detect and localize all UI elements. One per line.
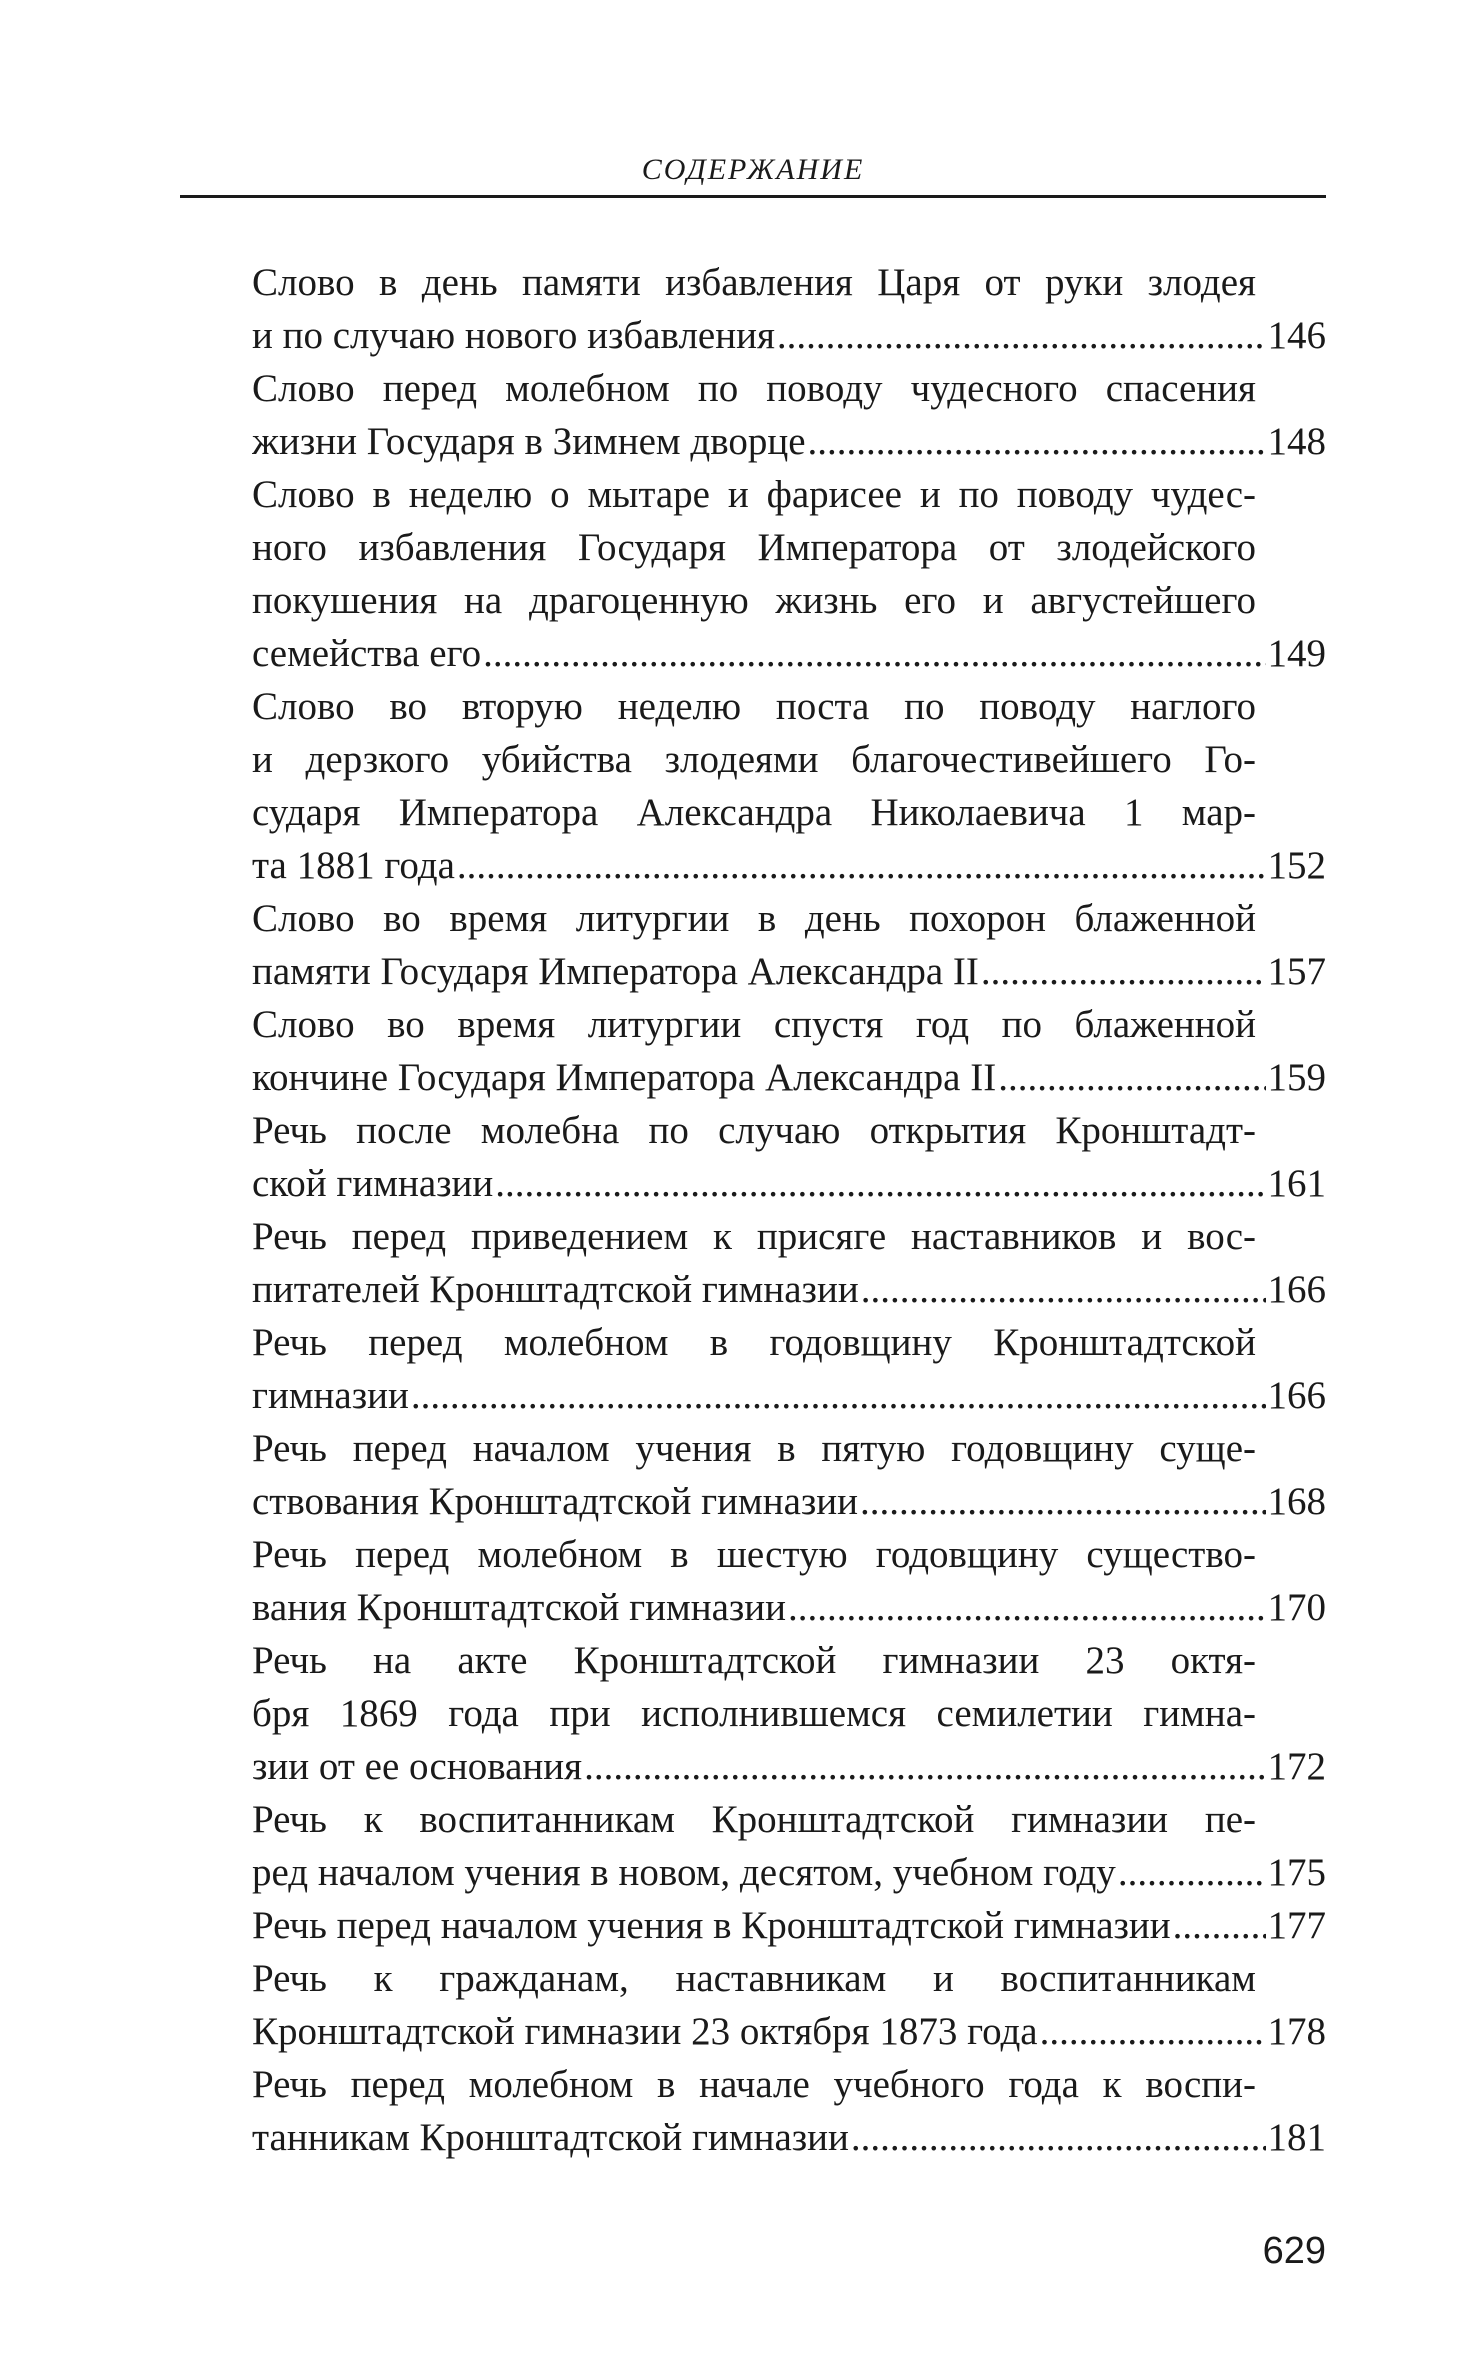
toc-entry-line: Речь перед молебном в начале учебного года к воспи- [252, 2063, 1256, 2106]
toc-entry-line: Слово в день памяти избавления Царя от руки злодея [252, 261, 1256, 304]
toc-entry [252, 1316, 1326, 1422]
toc-entry [252, 2058, 1326, 2164]
toc-entry-last-line [252, 945, 1326, 998]
toc-page-ref: 172 [1267, 1745, 1326, 1788]
toc-page-ref: 148 [1267, 420, 1326, 463]
toc-entry-text: та 1881 года [252, 844, 455, 887]
toc-entry-last-line [252, 415, 1326, 468]
header-rule [180, 195, 1326, 198]
toc-entry [252, 362, 1326, 468]
toc-entry-line: Речь перед молебном в шестую годовщину существо- [252, 1533, 1256, 1576]
toc-entry-line: Речь на акте Кронштадтской гимназии 23 октя- [252, 1639, 1256, 1682]
toc-entry-line: бря 1869 года при исполнившемся семилетии гимна- [252, 1692, 1256, 1735]
dot-leader [457, 839, 1266, 892]
toc-entry-line: покушения на драгоценную жизнь его и августейшего [252, 579, 1256, 622]
toc-entry-text: и по случаю нового избавления [252, 314, 775, 357]
toc-page-ref: 166 [1267, 1268, 1326, 1311]
toc-entry [252, 1634, 1326, 1793]
toc-entry-last-line [252, 309, 1326, 362]
dot-leader [777, 309, 1266, 362]
toc-page-ref: 168 [1267, 1480, 1326, 1523]
toc-entry-line: Слово во время литургии в день похорон блаженной [252, 897, 1256, 940]
toc-entry-line: сударя Императора Александра Николаевича 1 мар- [252, 791, 1256, 834]
toc-entry-line: Речь перед началом учения в пятую годовщину суще- [252, 1427, 1256, 1470]
dot-leader [1173, 1899, 1266, 1952]
toc-entry-text: ской гимназии [252, 1162, 494, 1205]
dot-leader [851, 2111, 1266, 2164]
toc-entry-last-line [252, 2111, 1326, 2164]
toc-entry-last-line [252, 839, 1326, 892]
toc-page-ref: 159 [1267, 1056, 1326, 1099]
toc-entry-text: кончине Государя Императора Александра II [252, 1056, 997, 1099]
toc-entry [252, 1899, 1326, 1952]
dot-leader [584, 1740, 1265, 1793]
toc-entry-text: семейства его [252, 632, 482, 675]
toc-entry [252, 1210, 1326, 1316]
toc-entry-text: питателей Кронштадтской гимназии [252, 1268, 859, 1311]
toc-entry-text: вания Кронштадтской гимназии [252, 1586, 787, 1629]
toc-entry-text: танникам Кронштадтской гимназии [252, 2116, 849, 2159]
toc-entry-line: Речь перед приведением к присяге наставников и вос- [252, 1215, 1256, 1258]
toc-entry-last-line [252, 1051, 1326, 1104]
toc-entry [252, 680, 1326, 892]
toc-entry-line: Речь к гражданам, наставникам и воспитанникам [252, 1957, 1256, 2000]
toc-entry [252, 256, 1326, 362]
dot-leader [981, 945, 1266, 998]
toc-entry-text: Речь перед началом учения в Кронштадтской гимназии [252, 1904, 1171, 1947]
dot-leader [1040, 2005, 1266, 2058]
toc-entry-last-line [252, 1369, 1326, 1422]
toc-entry-text: Кронштадтской гимназии 23 октября 1873 года [252, 2010, 1038, 2053]
toc-entry-last-line [252, 2005, 1326, 2058]
dot-leader [860, 1475, 1265, 1528]
toc-page-ref: 149 [1267, 632, 1326, 675]
toc-entry-text: гимназии [252, 1374, 409, 1417]
dot-leader [808, 415, 1266, 468]
toc-entry-text: памяти Государя Императора Александра II [252, 950, 979, 993]
toc-entry-line: Речь к воспитанникам Кронштадтской гимназии пе- [252, 1798, 1256, 1841]
toc-entry-line: Слово во время литургии спустя год по блаженной [252, 1003, 1256, 1046]
dot-leader [861, 1263, 1266, 1316]
toc-entry-last-line [252, 1740, 1326, 1793]
toc-entry-last-line [252, 1475, 1326, 1528]
toc-entry [252, 468, 1326, 680]
toc-entry [252, 1793, 1326, 1899]
dot-leader [1118, 1846, 1266, 1899]
page-number: 629 [1262, 2230, 1326, 2272]
toc-entry-last-line [252, 627, 1326, 680]
toc-entry [252, 1422, 1326, 1528]
toc-entry-text: зии от ее основания [252, 1745, 583, 1788]
dot-leader [411, 1369, 1266, 1422]
running-header: СОДЕРЖАНИЕ [641, 153, 865, 186]
toc-entry-last-line [252, 1581, 1326, 1634]
toc-entry [252, 1104, 1326, 1210]
toc-entry-line: Слово во вторую неделю поста по поводу наглого [252, 685, 1256, 728]
toc-entry [252, 892, 1326, 998]
toc-entry [252, 998, 1326, 1104]
toc-page-ref: 178 [1267, 2010, 1326, 2053]
toc-page-ref: 170 [1267, 1586, 1326, 1629]
toc-entry-line: Слово перед молебном по поводу чудесного спасения [252, 367, 1256, 410]
toc-entry-line: Речь после молебна по случаю открытия Кронштадт- [252, 1109, 1256, 1152]
table-of-contents [252, 256, 1326, 2164]
toc-page-ref: 146 [1267, 314, 1326, 357]
toc-entry-last-line [252, 1157, 1326, 1210]
toc-page-ref: 152 [1267, 844, 1326, 887]
toc-entry-last-line [252, 1899, 1326, 1952]
toc-entry [252, 1952, 1326, 2058]
toc-page-ref: 175 [1267, 1851, 1326, 1894]
toc-entry-line: ного избавления Государя Императора от злодейского [252, 526, 1256, 569]
toc-page-ref: 177 [1267, 1904, 1326, 1947]
toc-entry-text: ред началом учения в новом, десятом, учебном году [252, 1851, 1116, 1894]
toc-entry-line: Речь перед молебном в годовщину Кронштадтской [252, 1321, 1256, 1364]
toc-entry-last-line [252, 1846, 1326, 1899]
toc-page-ref: 161 [1267, 1162, 1326, 1205]
toc-entry-line: Слово в неделю о мытаре и фарисее и по поводу чудес- [252, 473, 1256, 516]
dot-leader [495, 1157, 1265, 1210]
toc-page-ref: 181 [1267, 2116, 1326, 2159]
toc-entry-text: ствования Кронштадтской гимназии [252, 1480, 859, 1523]
toc-entry [252, 1528, 1326, 1634]
dot-leader [483, 627, 1265, 680]
toc-entry-line: и дерзкого убийства злодеями благочестивейшего Го- [252, 738, 1256, 781]
toc-page-ref: 157 [1267, 950, 1326, 993]
dot-leader [998, 1051, 1265, 1104]
toc-entry-last-line [252, 1263, 1326, 1316]
toc-entry-text: жизни Государя в Зимнем дворце [252, 420, 806, 463]
toc-page-ref: 166 [1267, 1374, 1326, 1417]
dot-leader [788, 1581, 1265, 1634]
